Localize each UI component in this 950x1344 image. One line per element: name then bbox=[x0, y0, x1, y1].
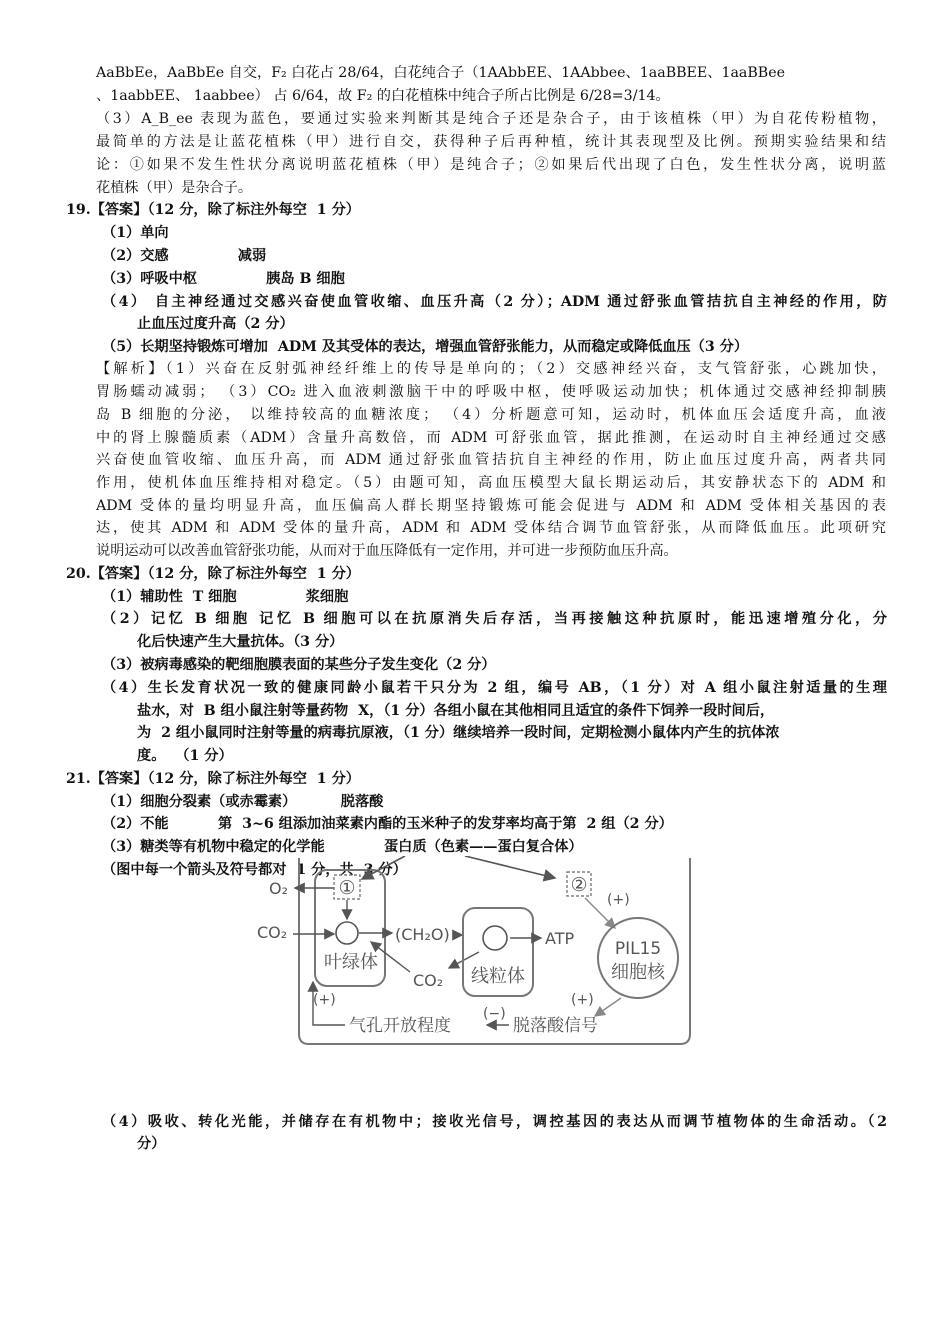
q19-explain-6: 作用，使机体血压维持相对稳定。（5）由题可知，高血压模型大鼠长期运动后，其安静状态下的 ADM 和 bbox=[96, 475, 886, 491]
plus-nucleus: (+) bbox=[571, 992, 594, 1008]
q19-explain-1: 【解析】（1）兴奋在反射弧神经纤维上的传导是单向的；（2）交感神经兴奋，支气管舒张，心跳加快， bbox=[96, 361, 886, 377]
q19-answer-3: （3）呼吸中枢 胰岛 B 细胞 bbox=[102, 271, 345, 287]
genetics-line-1: AaBbEe，AaBbEe 自交，F₂ 白花占 28/64，白花纯合子（1AAbbEE、1AAbbee、1aaBBEE、1aaBBee bbox=[96, 65, 786, 81]
q21-answer-3: （3）糖类等有机物中稳定的化学能 蛋白质（色素——蛋白复合体） bbox=[102, 839, 583, 855]
q20-answer-4b: 盐水，对 B 组小鼠注射等量药物 X，（1 分）各组小鼠在其他相同且适宜的条件下饲养一段时间后， bbox=[137, 703, 775, 719]
q20-answer-4c: 为 2 组小鼠同时注射等量的病毒抗原液，（1 分）继续培养一段时间，定期检测小鼠体内产生的抗体浓 bbox=[137, 725, 780, 741]
box1-label: ① bbox=[338, 877, 356, 899]
q20-answer-1: （1）辅助性 T 细胞 浆细胞 bbox=[102, 589, 349, 605]
genetics-line-6: 花植株（甲）是杂合子。 bbox=[96, 180, 253, 196]
q20-header: 20.【答案】（12 分，除了标注外每空 1 分） bbox=[66, 566, 360, 582]
respiration-cycle-icon bbox=[483, 926, 507, 950]
ch2o-label: (CH₂O) bbox=[395, 925, 450, 944]
plus-stomata: (+) bbox=[313, 992, 336, 1008]
q19-explain-4: 中的肾上腺髓质素（ADM）含量升高数倍，而 ADM 可舒张血管，据此推测，在运动时自主神经通过交感 bbox=[96, 430, 886, 446]
q21-answer-1: （1）细胞分裂素（或赤霉素） 脱落酸 bbox=[102, 794, 384, 810]
q20-answer-4a: （4）生长发育状况一致的健康同龄小鼠若干只分为 2 组，编号 AB，（1 分）对 A 组小鼠注射适量的生理 bbox=[102, 680, 887, 696]
genetics-line-2: 、1aabbEE、 1aabbee） 占 6/64，故 F₂ 的白花植株中纯合子所占比例是 6/28=3/14。 bbox=[96, 88, 670, 104]
mitochondria-label: 线粒体 bbox=[471, 966, 525, 987]
q19-explain-8: 达，使其 ADM 和 ADM 受体的量升高，ADM 和 ADM 受体结合调节血管舒张，从而降低血压。此项研究 bbox=[96, 520, 886, 536]
stomata-label: 气孔开放程度 bbox=[349, 1016, 451, 1036]
calvin-cycle-icon bbox=[336, 922, 358, 944]
plant-cell-diagram bbox=[255, 856, 695, 1052]
genetics-line-5: 论：①如果不发生性状分离说明蓝花植株（甲）是纯合子；②如果后代出现了白色，发生性状分离，说明蓝 bbox=[96, 157, 886, 173]
pil15-label: PIL15 bbox=[614, 939, 662, 959]
q21-answer-4b: 分） bbox=[137, 1136, 166, 1152]
q19-explain-2: 胃肠蠕动减弱； （3）CO₂ 进入血液刺激脑干中的呼吸中枢，使呼吸运动加快；机体通过交感神经抑制胰 bbox=[96, 384, 886, 400]
genetics-line-4: 最简单的方法是让蓝花植株（甲）进行自交，获得种子后再种植，统计其表现型及比例。预期实验结果和结 bbox=[96, 134, 886, 150]
q19-explain-9: 说明运动可以改善血管舒张功能，从而对于血压降低有一定作用，并可进一步预防血压升高。 bbox=[96, 543, 678, 559]
o2-label: O₂ bbox=[269, 879, 289, 898]
q19-answer-4a: （4） 自主神经通过交感兴奋使血管收缩、血压升高（2 分）；ADM 通过舒张血管拮抗自主神经的作用，防 bbox=[102, 294, 887, 310]
q19-explain-5: 兴奋使血管收缩、血压升高，而 ADM 通过舒张血管拮抗自主神经的作用，防止血压过度升高，两者共同 bbox=[96, 452, 886, 468]
chloroplast-label: 叶绿体 bbox=[324, 952, 378, 973]
q19-answer-4b: 止血压过度升高（2 分） bbox=[137, 316, 294, 332]
aba-signal-label: 脱落酸信号 bbox=[513, 1016, 598, 1036]
q21-answer-2: （2）不能 第 3~6 组添加油菜素内酯的玉米种子的发芽率均高于第 2 组（2 分） bbox=[102, 816, 673, 832]
q19-explain-3: 岛 B 细胞的分泌， 以维持较高的血糖浓度； （4）分析题意可知，运动时，机体血压会适度升高，血液 bbox=[96, 407, 886, 423]
q19-explain-7: ADM 受体的量均明显升高，血压偏高人群长期坚持锻炼可能会促进与 ADM 和 ADM 受体相关基因的表 bbox=[96, 498, 886, 514]
atp-label: ATP bbox=[545, 929, 575, 948]
box2-label: ② bbox=[570, 874, 588, 896]
q20-answer-2b: 化后快速产生大量抗体。（3 分） bbox=[137, 634, 344, 650]
q20-answer-2a: （2）记忆 B 细胞 记忆 B 细胞可以在抗原消失后存活，当再接触这种抗原时，能迅速增殖分化，分 bbox=[102, 611, 887, 627]
plus-box2: (+) bbox=[607, 892, 630, 908]
co2-mid-label: CO₂ bbox=[413, 971, 444, 990]
co2-left-label: CO₂ bbox=[257, 923, 288, 942]
genetics-line-3: （3）A_B_ee 表现为蓝色，要通过实验来判断其是纯合子还是杂合子，由于该植株（甲）为自花传粉植物， bbox=[96, 111, 886, 127]
q19-header: 19.【答案】（12 分，除了标注外每空 1 分） bbox=[66, 202, 360, 218]
q21-figure-note: （图中每一个箭头及符号都对 1 分，共 3 分） bbox=[102, 862, 407, 878]
minus-sign: (−) bbox=[483, 1006, 506, 1022]
q20-answer-3: （3）被病毒感染的靶细胞膜表面的某些分子发生变化（2 分） bbox=[102, 657, 496, 673]
q20-answer-4d: 度。 （1 分） bbox=[137, 748, 233, 764]
q19-answer-1: （1）单向 bbox=[102, 225, 169, 241]
q21-answer-4a: （4）吸收、转化光能，并储存在有机物中；接收光信号，调控基因的表达从而调节植物体的生命活动。（2 bbox=[102, 1114, 887, 1130]
q21-header: 21.【答案】（12 分，除了标注外每空 1 分） bbox=[66, 771, 360, 787]
q19-answer-5: （5）长期坚持锻炼可增加 ADM 及其受体的表达，增强血管舒张能力，从而稳定或降低血压（3 分） bbox=[102, 339, 749, 355]
q19-answer-2: （2）交感 减弱 bbox=[102, 248, 267, 264]
nucleus-label: 细胞核 bbox=[611, 962, 665, 983]
